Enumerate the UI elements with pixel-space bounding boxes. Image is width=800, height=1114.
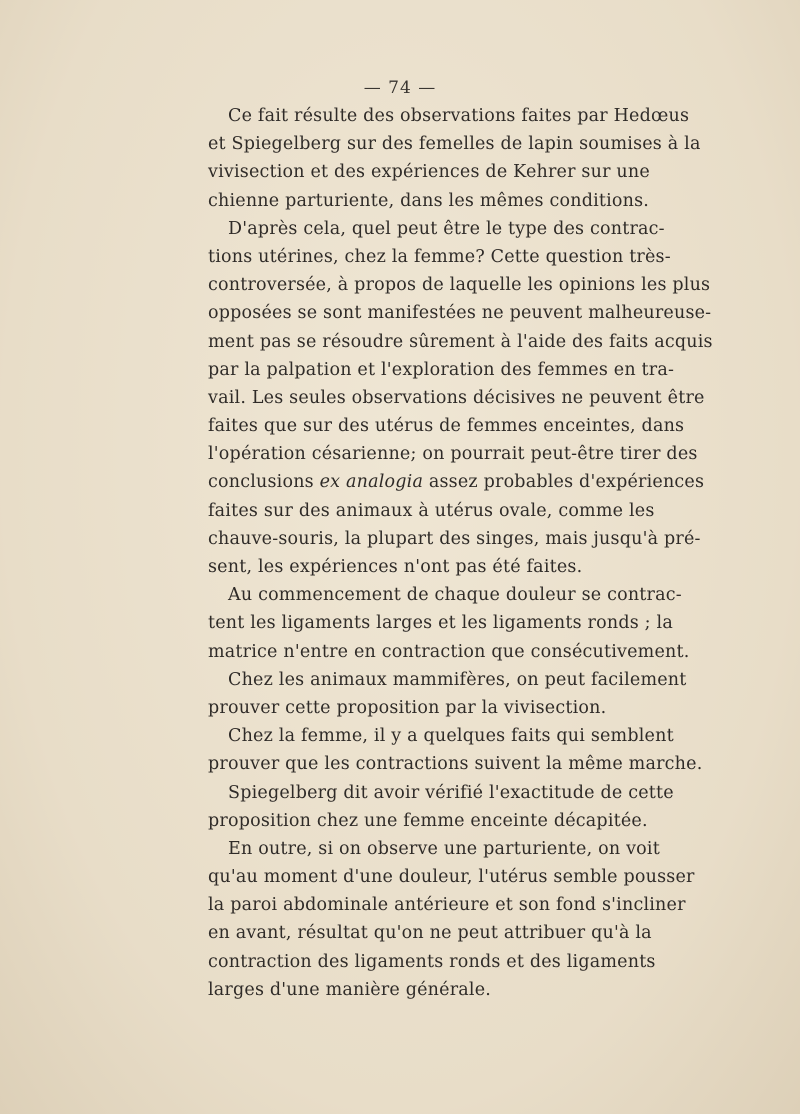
text-line: controversée, à propos de laquelle les opinions les plus [208, 275, 711, 296]
text-line: larges d'une manière générale. [208, 979, 492, 1000]
text-line: faites sur des animaux à utérus ovale, comme les [208, 500, 655, 521]
text-line: qu'au moment d'une douleur, l'utérus semble pousser [208, 867, 695, 888]
text-line: sent, les expériences n'ont pas été faites. [208, 557, 583, 577]
text-line: faites que sur des utérus de femmes enceintes, dans [208, 416, 685, 437]
text-line: Chez la femme, il y a quelques faits qui semblent [228, 726, 674, 747]
text-line: opposées se sont manifestées ne peuvent malheureuse- [208, 303, 712, 324]
text-line: chienne parturiente, dans les mêmes conditions. [208, 190, 650, 211]
text-line: prouver cette proposition par la vivisection. [208, 697, 607, 718]
text-line: l'opération césarienne; on pourrait peut-être tirer des [208, 444, 698, 465]
body-text [208, 102, 713, 1004]
text-line: D'après cela, quel peut être le type des contrac- [228, 218, 665, 239]
text-line: Au commencement de chaque douleur se contrac- [228, 585, 682, 606]
text-line: conclusions ex analogia assez probables d'expériences [208, 472, 705, 493]
text-line: tions utérines, chez la femme? Cette question très- [208, 246, 671, 267]
text-line: et Spiegelberg sur des femelles de lapin soumises à la [208, 134, 701, 155]
text-line: chauve-souris, la plupart des singes, mais jusqu'à pré- [208, 528, 701, 549]
page-number: — 74 — [363, 78, 437, 98]
text-line: Spiegelberg dit avoir vérifié l'exactitude de cette [228, 782, 674, 803]
text-line: la paroi abdominale antérieure et son fond s'incliner [208, 895, 686, 916]
text-line: prouver que les contractions suivent la même marche. [208, 754, 703, 775]
text-line: en avant, résultat qu'on ne peut attribuer qu'à la [208, 923, 652, 944]
text-line: Ce fait résulte des observations faites par Hedœus [228, 106, 690, 126]
text-line: proposition chez une femme enceinte décapitée. [208, 810, 648, 831]
text-line: tent les ligaments larges et les ligaments ronds ; la [208, 613, 673, 634]
text-line: par la palpation et l'exploration des femmes en tra- [208, 359, 675, 380]
text-line: vail. Les seules observations décisives ne peuvent être [208, 387, 705, 408]
text-line: ment pas se résoudre sûrement à l'aide des faits acquis [208, 331, 713, 352]
text-line: En outre, si on observe une parturiente, on voit [228, 838, 660, 859]
text-line: Chez les animaux mammifères, on peut facilement [228, 669, 687, 690]
text-line: matrice n'entre en contraction que consécutivement. [208, 641, 690, 662]
text-line: vivisection et des expériences de Kehrer sur une [208, 162, 650, 183]
text-line: contraction des ligaments ronds et des ligaments [208, 951, 656, 972]
